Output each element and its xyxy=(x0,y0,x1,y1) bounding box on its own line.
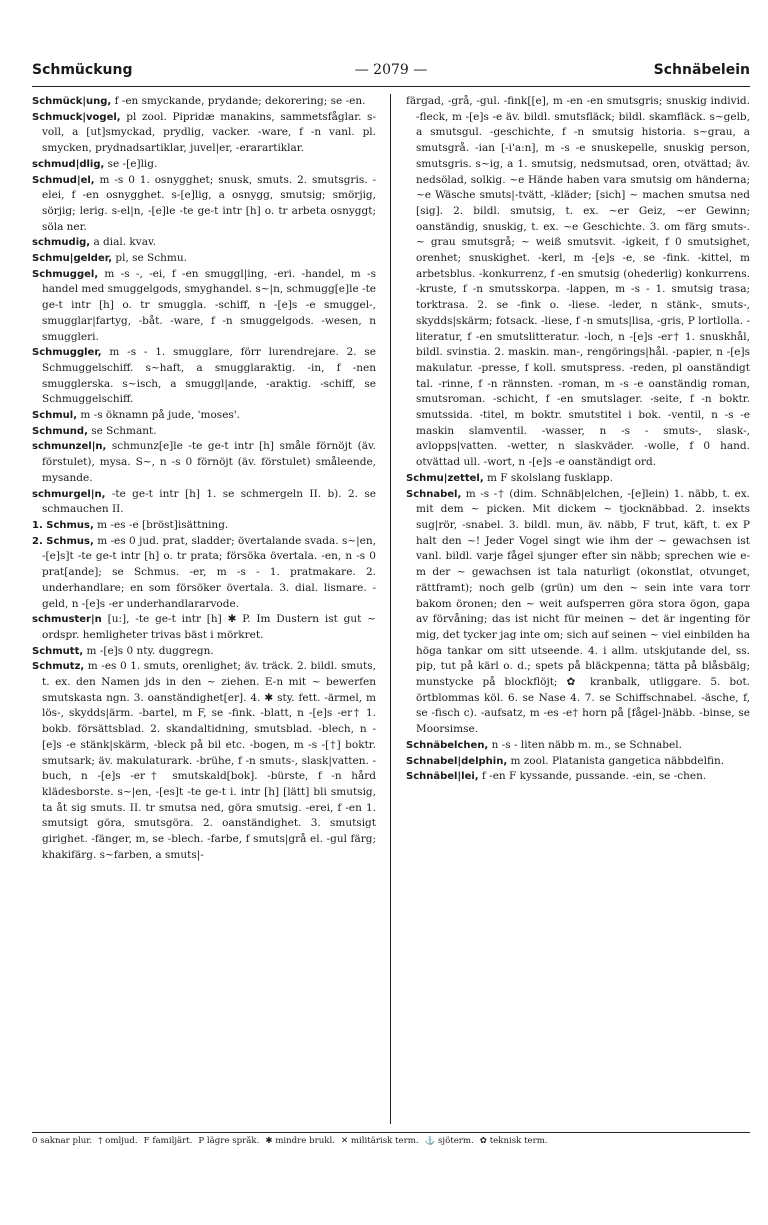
dictionary-entry xyxy=(32,534,376,613)
dictionary-entry xyxy=(32,110,376,157)
entry-definition: m -es -e [bröst]isättning. xyxy=(97,518,229,531)
legend-item: ✱ mindre brukl. xyxy=(265,1136,335,1146)
entry-headword: Schnabel|delphin, xyxy=(406,755,508,767)
entry-headword: schmurgel|n, xyxy=(32,488,106,500)
dictionary-entry xyxy=(32,518,376,534)
dictionary-entry xyxy=(406,769,750,785)
dictionary-entry xyxy=(32,659,376,863)
legend-item: ⚓ sjöterm. xyxy=(424,1136,474,1146)
entry-definition: m -s -, -ei, f -en smuggl|ing, -eri. -handel, m -s handel med smuggelgods, smyghandel. s~|n, schmugg[e]le -te ge-t intr [h] o. tr smuggla. -schiff, n -[e]s -e smuggel-, smugglar|fartyg, -båt. -ware, f -n smuggelgods. -wesen, n smuggleri. xyxy=(42,267,376,343)
entry-definition: a dial. kvav. xyxy=(93,236,156,249)
right-column xyxy=(406,94,750,1124)
dictionary-entry xyxy=(32,94,376,110)
entry-definition: m -s öknamn på jude, 'moses'. xyxy=(80,409,241,422)
legend-item: ✕ militärisk term. xyxy=(340,1136,419,1146)
page-header xyxy=(32,60,750,86)
dictionary-entry xyxy=(32,612,376,643)
entry-headword: schmunzel|n, xyxy=(32,441,107,453)
header-left-guideword: Schmückung xyxy=(32,62,133,78)
dictionary-entry xyxy=(32,487,376,518)
entry-headword: Schnabel, xyxy=(406,488,462,500)
dictionary-entry xyxy=(32,173,376,236)
page-number: — 2079 — xyxy=(354,62,428,78)
dictionary-entry xyxy=(32,424,376,440)
legend-item: P lägre språk. xyxy=(198,1136,260,1146)
entry-definition: färgad, -grå, -gul. -fink[[e], m -en -en smutsgris; snuskig individ. -fleck, m -[e]s -e äv. bildl. smutsfläck; bildl. skamfläck. s~gelb, a smutsgul. -geschichte, f -n smutsig historia. s~grau, a smutsgrå. -ian [-i'a:n], m -s -e snuskepelle, snuskig person, smutsgris. s~ig, a 1. smutsig, nedsmutsad, oren, otvättad; äv. nedsölad, solkig. ~e Hände haben vara smutsig om händerna; ~e Wäsche smuts|-tvätt, -kläder; [sich] ~ machen smutsa ned [sig]. 2. bildl. smutsig, t. ex. ~er Geiz, ~er Gewinn; oanständig, snuskig, t. ex. ~e Geschichte. 3. om färg smuts-. ~ grau smutsgrå; ~ weiß smutsvit. -igkeit, f 0 smutsighet, orenhet; snuskighet. -kerl, m -[e]s -e, se -fink. -kittel, m arbetsblus. -konkurrenz, f -en smutsig (ohederlig) konkurrens. -kruste, f -n smutsskorpa. -lappen, m -s - 1. smutsig trasa; torktrasa. 2. se -fink o. -liese. -leder, n stänk-, smuts-, skydds|skärm; fotsack. -liese, f -n smuts|lisa, -gris, P lortlolla. -literatur, f -en smutslitteratur. -loch, n -[e]s -er† 1. snuskhål, bildl. svinstia. 2. maskin. man-, rengörings|hål. -papier, n -[e]s makulatur. -presse, f koll. smutspress. -reden, pl oanständigt tal. -rinne, f -n rännsten. -roman, m -s -e oanständig roman, smutsroman. -schicht, f -en smutslager. -seite, f -n boktr. smutssida. -titel, m boktr. smutstitel i bok. -ventil, n -s -e maskin slamventil. -wasser, n -s - smuts-, slask-, avlopps|vatten. -wetter, n slaskväder. -wolle, f 0 hand. otvättad ull. -wort, n -[e]s -e oanständigt ord. xyxy=(406,95,750,469)
entry-headword: schmuster|n xyxy=(32,614,102,626)
dictionary-entry xyxy=(406,471,750,487)
dictionary-entry xyxy=(32,345,376,408)
legend-item: ✿ teknisk term. xyxy=(479,1136,548,1146)
entry-headword: Schnäbelchen, xyxy=(406,739,489,751)
entry-definition: f -en smyckande, prydande; dekorering; se -en. xyxy=(114,95,366,107)
entry-definition: m -es 0 jud. prat, sladder; övertalande svada. s~|en, -[e]s]t -te ge-t intr [h] o. tr prata; försöka övertala. -en, n -s 0 prat[ande]; se Schmus. -er, m -s - 1. pratmakare. 2. underhandlare; en som försöker övertala. 3. dial. lismare. -geld, n -[e]s -er underhandlararvode. xyxy=(42,534,376,610)
entry-headword: Schnäbel|lei, xyxy=(406,771,479,783)
left-column xyxy=(32,94,376,1124)
entry-headword: schmud|dlig, xyxy=(32,158,105,170)
entry-headword: Schmu|gelder, xyxy=(32,253,113,265)
entry-headword: Schmutt, xyxy=(32,645,84,657)
columns xyxy=(32,94,750,1124)
dictionary-entry xyxy=(32,235,376,251)
entry-definition: m -[e]s 0 nty. duggregn. xyxy=(86,644,214,657)
entry-headword: Schmud|el, xyxy=(32,174,95,186)
entry-definition: m -es 0 1. smuts, orenlighet; äv. träck. 2. bildl. smuts, t. ex. den Namen jds in den ~ ziehen. E-n mit ~ bewerfen smutskasta ngn. 3. oanständighet[er]. 4. ✱ sty. fett. -ärmel, m lös-, skydds|ärm. -bartel, m F, se -fink. -blatt, n -[e]s -er† 1. bokb. försättsblad. 2. skandaltidning, smutsblad. -blech, n -[e]s -e stänk|skärm, -bleck på bil etc. -bogen, m -s -[†] boktr. smutsark; äv. makulaturark. -brühe, f -n smuts-, slask|vatten. -buch, n -[e]s -er† smutskald[bok]. -bürste, f -n hård klädesborste. s~|en, -[es]t -te ge-t i. intr [h] [lätt] bli smutsig, ta åt sig smuts. II. tr smutsa ned, göra smutsig. -erei, f -en 1. smutsigt göra, smutsgöra. 2. oanständighet. 3. smutsigt girighet. -fänger, m, se -blech. -farbe, f smuts|grå el. -gul färg; khakifärg. s~farben, a smuts|- xyxy=(42,660,376,861)
entry-definition: pl zool. Pipridæ manakins, sammetsfåglar. s-voll, a [ut]smyckad, prydlig, vacker. -ware, f -n vanl. pl. smycken, prydnadsartiklar, juvel|er, -erarartiklar. xyxy=(42,110,376,155)
entry-definition: -te ge-t intr [h] 1. se schmergeln II. b). 2. se schmauchen II. xyxy=(42,487,376,516)
dictionary-entry xyxy=(406,94,750,471)
dictionary-entry xyxy=(406,754,750,770)
entry-headword: Schmuck|vogel, xyxy=(32,111,121,123)
entry-definition: schmunz[e]le -te ge-t intr [h] småle förnöjt (äv. förstulet), mysa. S~, n -s 0 förnöjt (äv. förstulet) småleende, mysande. xyxy=(42,440,376,484)
entry-definition: [u:], -te ge-t intr [h] ✱ P. Im Dustern ist gut ~ ordspr. hemligheter trivas bäst i mörkret. xyxy=(42,613,376,641)
header-right-guideword: Schnäbelein xyxy=(653,62,750,78)
legend-item: † omljud. xyxy=(98,1136,138,1146)
entry-headword: Schmuggel, xyxy=(32,268,99,280)
entry-definition: m -s -† (dim. Schnäb|elchen, -[e]lein) 1. näbb, t. ex. mit dem ~ picken. Mit dickem ~ tjocknäbbad. 2. insekts sug|rör, -snabel. 3. bildl. mun, äv. näbb, F trut, käft, t. ex P halt den ~! Jeder Vogel singt wie ihm der ~ gewachsen ist vanl. bildl. varje fågel sjunger efter sin näbb; sprechen wie e-m der ~ gewachsen ist tala naturligt (okonstlat, otvunget, rättframt); noch gelb (grün) um den ~ sein inte vara torr bakom öronen; den ~ weit aufsperren göra stora ögon, gapa av förvåning; das ist nicht für meinen ~ det är ingenting för mig, det tycker jag inte om; sich auf seinen ~ viel einbilden ha höga tankar om sitt utseende. 4. i allm. utskjutande del, ss. pip, tut på kärl o. d.; spets på bläckpenna; tätta på blåsbälg; munstycke på blockflöjt; ✿ kranbalk, utliggare. 5. bot. örtblommas köl. 6. se Nase 4. 7. se Schiffschnabel. -äsche, f, se -fisch c). -aufsatz, m -es -e† horn på [fågel-]näbb. -binse, se Moorsimse. xyxy=(416,487,750,736)
dictionary-entry xyxy=(32,439,376,486)
entry-headword: Schmuggler, xyxy=(32,347,102,359)
entry-definition: m zool. Platanista gangetica näbbdelfin. xyxy=(510,754,725,767)
entry-definition: se Schmant. xyxy=(91,424,157,437)
dictionary-entry xyxy=(406,738,750,754)
column-divider xyxy=(390,94,391,1124)
dictionary-entry xyxy=(406,487,750,738)
dictionary-entry xyxy=(32,408,376,424)
entry-headword: 2. Schmus, xyxy=(32,535,94,547)
dictionary-entry xyxy=(32,267,376,346)
dictionary-page xyxy=(32,60,750,1146)
entry-headword: Schmul, xyxy=(32,410,78,422)
entry-headword: schmudig, xyxy=(32,237,91,249)
abbreviation-legend xyxy=(32,1136,750,1146)
legend-item: F familjärt. xyxy=(143,1136,193,1146)
legend-item: 0 saknar plur. xyxy=(32,1136,93,1146)
entry-definition: se -[e]lig. xyxy=(107,157,158,170)
header-rule xyxy=(32,86,750,87)
entry-headword: Schmutz, xyxy=(32,661,85,673)
footer-rule xyxy=(32,1132,750,1133)
entry-definition: m F skolslang fusklapp. xyxy=(486,471,613,484)
entry-headword: Schmück|ung, xyxy=(32,96,112,107)
dictionary-entry xyxy=(32,644,376,660)
entry-headword: Schmu|zettel, xyxy=(406,472,484,484)
entry-definition: f -en F kyssande, pussande. -ein, se -chen. xyxy=(481,770,707,783)
entry-headword: Schmund, xyxy=(32,425,88,437)
entry-definition: m -s 0 1. osnygghet; snusk, smuts. 2. smutsgris. -elei, f -en osnygghet. s-[e]lig, a osnygg, smutsig; smörjig, sörjig; lerig. s-el|n, -[e]le -te ge-t intr [h] o. tr arbeta osnyggt; söla ner. xyxy=(42,173,376,233)
dictionary-entry xyxy=(32,251,376,267)
entry-definition: pl, se Schmu. xyxy=(115,252,187,265)
dictionary-entry xyxy=(32,157,376,173)
entry-definition: n -s - liten näbb m. m., se Schnabel. xyxy=(491,738,682,751)
entry-definition: m -s - 1. smugglare, förr lurendrejare. 2. se Schmuggelschiff. s~haft, a smugglaraktig. -in, f -nen smugglerska. s~isch, a smuggl|ande, -araktig. -schiff, se Schmuggelschiff. xyxy=(42,346,376,406)
entry-headword: 1. Schmus, xyxy=(32,519,94,531)
